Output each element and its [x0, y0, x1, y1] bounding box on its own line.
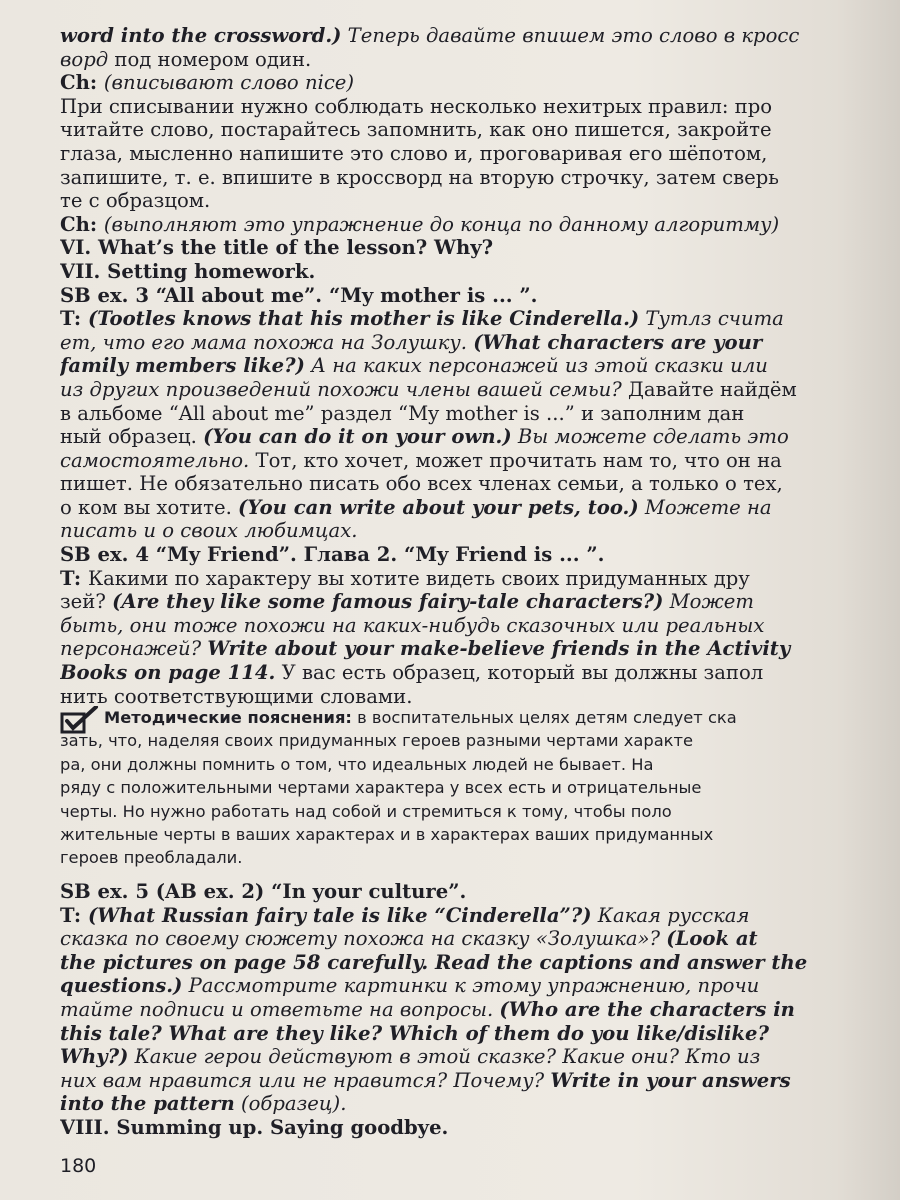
text-segment: ворд [60, 47, 109, 71]
text-segment: (Tootles knows that his mother is like Cinderella.) [87, 307, 640, 331]
note-line: черты. Но нужно работать над собой и стремиться к тому, чтобы поло [60, 801, 672, 821]
text-segment: из других произведений похожи члены вашей семьи? [60, 377, 622, 401]
text-line [60, 24, 890, 48]
text-segment: SB ex. 3 “All about me”. “My mother is ... ”. [60, 283, 538, 307]
text-segment: персонажей? [60, 637, 208, 661]
text-segment: Теперь давайте впишем это слово в кросс [341, 24, 800, 47]
text-segment: в альбоме “All about me” раздел “My mother is ...” и заполним дан [60, 401, 745, 425]
text-segment: into the pattern [60, 1092, 235, 1116]
text-segment: Вы можете сделать это [511, 425, 789, 449]
text-segment: запишите, т. е. впишите в кроссворд на вторую строчку, затем сверь [60, 165, 779, 189]
text-segment: Write about your make-believe friends in the Activity [207, 637, 791, 661]
text-line [60, 260, 890, 284]
text-line [60, 236, 890, 260]
text-segment: (выполняют это упражнение до конца по данному алгоритму) [103, 212, 780, 236]
text-line [60, 166, 890, 190]
text-segment: (Are they like some famous fairy-tale characters?) [112, 590, 664, 614]
text-segment: SB ex. 4 “My Friend”. Глава 2. “My Friend is ... ”. [60, 543, 605, 567]
methodical-note [60, 706, 890, 870]
text-segment: Write in your answers [550, 1068, 791, 1092]
text-segment: T: [60, 903, 88, 927]
text-segment: Why?) [60, 1045, 129, 1069]
text-segment: questions.) [60, 974, 183, 998]
text-segment: ет, что его мама похожа на Золушку. [60, 330, 474, 354]
text-line [60, 142, 890, 166]
text-segment: Ch: [60, 212, 104, 236]
text-line [60, 1022, 890, 1046]
text-segment: читайте слово, постарайтесь запомнить, как оно пишется, закройте [60, 118, 772, 142]
text-line [60, 567, 890, 591]
text-line [60, 1069, 890, 1093]
text-segment: нить соответствующими словами. [60, 684, 413, 708]
text-line [60, 95, 890, 119]
text-line [60, 685, 890, 709]
text-line [60, 880, 890, 904]
text-segment: Может [663, 590, 754, 614]
text-segment: Какие герои действуют в этой сказке? Какие они? Кто из [128, 1045, 761, 1069]
text-segment: Давайте найдём [621, 377, 797, 401]
text-segment: Тутлз счита [639, 307, 784, 331]
text-segment: (What characters are your [473, 330, 763, 354]
text-segment: (You can do it on your own.) [203, 425, 512, 449]
text-line [60, 927, 890, 951]
text-segment: (образец). [234, 1092, 347, 1116]
text-segment: family members like?) [60, 354, 305, 378]
text-line [60, 425, 890, 449]
text-line [60, 1045, 890, 1069]
text-segment: T: [60, 307, 88, 331]
text-line [60, 284, 890, 308]
text-segment: тайте подписи и ответьте на вопросы. [60, 997, 500, 1021]
text-segment: Какая русская [591, 903, 750, 927]
text-segment: них вам нравится или не нравится? Почему? [60, 1068, 551, 1092]
text-line [60, 543, 890, 567]
note-line: Методические пояснения: в воспитательных целях детям следует ска [104, 708, 737, 727]
text-segment: VIII. Summing up. Saying goodbye. [60, 1115, 449, 1139]
text-line [60, 307, 890, 331]
text-line [60, 71, 890, 95]
text-segment: (вписывают слово nice) [103, 71, 355, 95]
note-line: жительные черты в ваших характерах и в характерах ваших придуманных [60, 824, 714, 844]
text-segment: Рассмотрите картинки к этому упражнению, прочи [182, 974, 760, 998]
checkmark-icon [60, 706, 100, 736]
text-segment: под номером один. [108, 47, 312, 71]
text-line [60, 354, 890, 378]
text-segment: быть, они тоже похожи на каких-нибудь сказочных или реальных [60, 613, 765, 637]
text-segment: (You can write about your pets, too.) [238, 495, 639, 519]
text-line [60, 402, 890, 426]
text-segment: the pictures on page 58 carefully. Read the captions and answer the [60, 950, 808, 974]
text-line [60, 213, 890, 237]
text-line [60, 472, 890, 496]
text-segment: T: [60, 566, 88, 590]
text-segment: Можете на [638, 495, 772, 519]
page-number: 180 [60, 1155, 97, 1177]
text-segment: Тот, кто хочет, может прочитать нам то, что он на [249, 448, 782, 472]
text-segment: сказка по своему сюжету похожа на сказку «Золушка»? [60, 927, 667, 951]
note-line: зать, что, наделяя своих придуманных героев разными чертами характе [60, 731, 694, 751]
text-line [60, 974, 890, 998]
text-segment: писать и о своих любимцах. [60, 519, 358, 543]
text-segment: зей? [60, 590, 113, 614]
text-line [60, 637, 890, 661]
note-line: ряду с положительными чертами характера у всех есть и отрицательные [60, 778, 702, 798]
text-segment: (What Russian fairy tale is like “Cinderella”?) [87, 903, 592, 927]
text-segment: SB ex. 5 (AB ex. 2) “In your culture”. [60, 880, 467, 903]
text-line [60, 519, 890, 543]
text-segment: word into the crossword.) [60, 24, 342, 47]
text-segment: (Look at [666, 927, 758, 951]
text-segment: Ch: [60, 71, 104, 95]
text-line [60, 189, 890, 213]
text-line [60, 331, 890, 355]
text-line [60, 496, 890, 520]
text-segment: ный образец. [60, 425, 204, 449]
text-line [60, 1092, 890, 1116]
text-segment: У вас есть образец, который вы должны запол [275, 661, 764, 685]
text-segment: глаза, мысленно напишите это слово и, проговаривая его шёпотом, [60, 141, 768, 165]
text-line [60, 378, 890, 402]
text-line [60, 998, 890, 1022]
text-segment: Какими по характеру вы хотите видеть своих придуманных дру [87, 566, 750, 590]
text-line [60, 118, 890, 142]
text-segment: Books on page 114. [60, 661, 276, 685]
note-line: героев преобладали. [60, 848, 243, 868]
text-segment: (Who are the characters in [499, 997, 795, 1021]
text-block-bottom [60, 880, 890, 1140]
note-line: ра, они должны помнить о том, что идеальных людей не бывает. На [60, 754, 654, 774]
text-line [60, 904, 890, 928]
text-line [60, 449, 890, 473]
text-segment: самостоятельно. [60, 448, 250, 472]
text-segment: А на каких персонажей из этой сказки или [304, 354, 768, 378]
text-segment: о ком вы хотите. [60, 495, 239, 519]
text-line [60, 1116, 890, 1140]
text-line [60, 590, 890, 614]
text-segment: При списывании нужно соблюдать несколько нехитрых правил: про [60, 94, 773, 118]
text-line [60, 614, 890, 638]
text-segment: пишет. Не обязательно писать обо всех членах семьи, а только о тех, [60, 472, 783, 496]
text-segment: this tale? What are they like? Which of them do you like/dislike? [60, 1021, 769, 1045]
text-segment: VII. Setting homework. [60, 259, 316, 283]
text-line [60, 661, 890, 685]
text-line [60, 48, 890, 72]
text-block-top [60, 24, 890, 708]
text-segment: VI. What’s the title of the lesson? Why? [60, 236, 494, 260]
note-label: Методические пояснения: [104, 708, 352, 727]
text-line [60, 951, 890, 975]
text-segment: те с образцом. [60, 189, 211, 213]
